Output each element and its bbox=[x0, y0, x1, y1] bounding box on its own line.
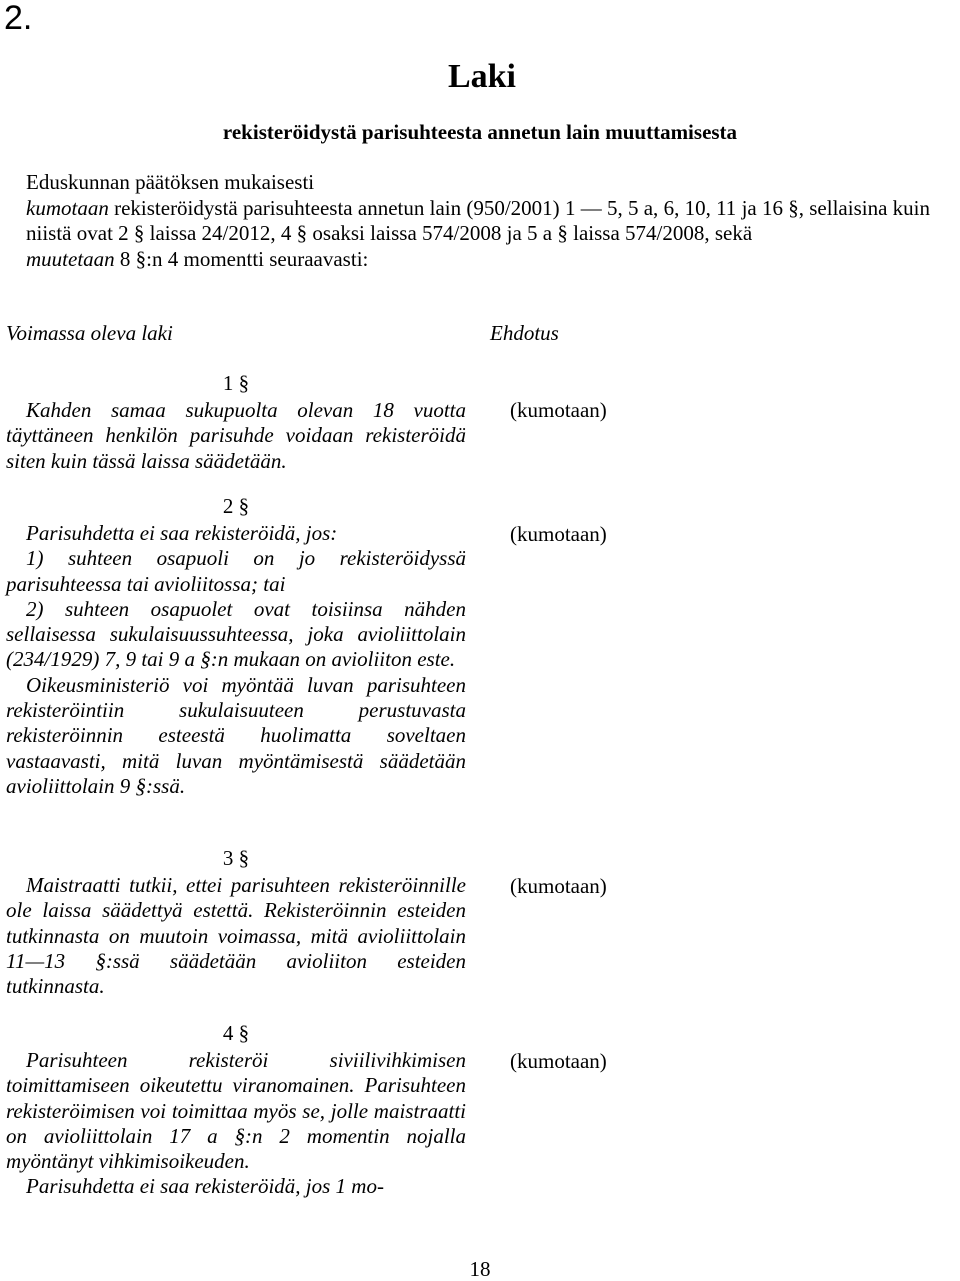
column-header-proposal: Ehdotus bbox=[490, 321, 559, 345]
repeal-text: rekisteröidystä parisuhteesta annetun lain (950/2001) 1 — 5, 5 a, 6, 10, 11 ja 16 §, sellaisina kuin niistä ovat 2 § laissa 24/2012, 4 § osaksi laissa 574/2008 ja 5 a § laissa 574/2008, sekä bbox=[26, 195, 930, 245]
section-number: 4 § bbox=[222, 1021, 250, 1045]
section-paragraph: Parisuhdetta ei saa rekisteröidä, jos: bbox=[26, 521, 338, 545]
section-2-proposal: (kumotaan) bbox=[510, 522, 607, 546]
column-header-current-law: Voimassa oleva laki bbox=[6, 321, 173, 345]
document-number: 2. bbox=[4, 0, 33, 37]
section-paragraph: Oikeusministeriö voi myöntää luvan parisuhteen rekisteröintiin sukulaisuuteen perustuvasta rekisteröinnin esteestä huolimatta soveltaen vastaavasti, mitä luvan myöntämisestä säädetään avioliittolain 9 §:ssä. bbox=[6, 672, 466, 798]
section-4-proposal: (kumotaan) bbox=[510, 1049, 607, 1073]
preamble-repeal-clause bbox=[26, 196, 930, 247]
preamble bbox=[26, 170, 930, 272]
repeal-keyword: kumotaan bbox=[26, 195, 109, 220]
section-4-current bbox=[6, 1020, 466, 1200]
section-2-current bbox=[6, 493, 466, 799]
amend-text: 8 §:n 4 momentti seuraavasti: bbox=[114, 246, 369, 271]
page-number: 18 bbox=[469, 1257, 491, 1281]
section-paragraph: 2) suhteen osapuolet ovat toisiinsa nähden sellaisessa sukulaisuussuhteessa, joka avioliittolain (234/1929) 7, 9 tai 9 a §:n mukaan on avioliiton este. bbox=[6, 596, 466, 672]
section-number: 3 § bbox=[222, 846, 250, 870]
section-paragraph: Parisuhdetta ei saa rekisteröidä, jos 1 mo- bbox=[26, 1174, 384, 1199]
section-1-proposal: (kumotaan) bbox=[510, 398, 607, 422]
page-subtitle: rekisteröidystä parisuhteesta annetun lain muuttamisesta bbox=[222, 120, 738, 144]
section-1-current bbox=[6, 370, 466, 474]
section-number: 2 § bbox=[222, 494, 250, 518]
section-3-current bbox=[6, 845, 466, 999]
section-paragraph: Parisuhteen rekisteröi siviilivihkimisen toimittamiseen oikeutettu viranomainen. Parisuhteen rekisteröimisen voi toimittaa myös se, jolle maistraatti on avioliittolain 17 a §:n 2 momentin nojalla myöntänyt vihkimisoikeuden. bbox=[6, 1048, 466, 1174]
section-paragraph: Maistraatti tutkii, ettei parisuhteen rekisteröinnille ole laissa säädettyä estettä. Rekisteröinnin esteiden tutkinnasta on muutoin voimassa, mitä avioliittolain 11—13 §:ssä säädetään avioliiton esteiden tutkinnasta. bbox=[6, 873, 466, 999]
section-3-proposal: (kumotaan) bbox=[510, 874, 607, 898]
amend-keyword: muutetaan bbox=[26, 246, 115, 271]
section-paragraph: Kahden samaa sukupuolta olevan 18 vuotta täyttäneen henkilön parisuhde voidaan rekisteröidä siten kuin tässä laissa säädetään. bbox=[6, 398, 466, 473]
page-title bbox=[0, 56, 960, 98]
section-paragraph: 1) suhteen osapuoli on jo rekisteröidyssä parisuhteessa tai avioliitossa; tai bbox=[6, 546, 466, 596]
section-number: 1 § bbox=[222, 371, 250, 395]
preamble-amend-clause bbox=[26, 247, 930, 273]
preamble-intro: Eduskunnan päätöksen mukaisesti bbox=[26, 170, 315, 194]
title-text: Laki bbox=[447, 58, 517, 95]
